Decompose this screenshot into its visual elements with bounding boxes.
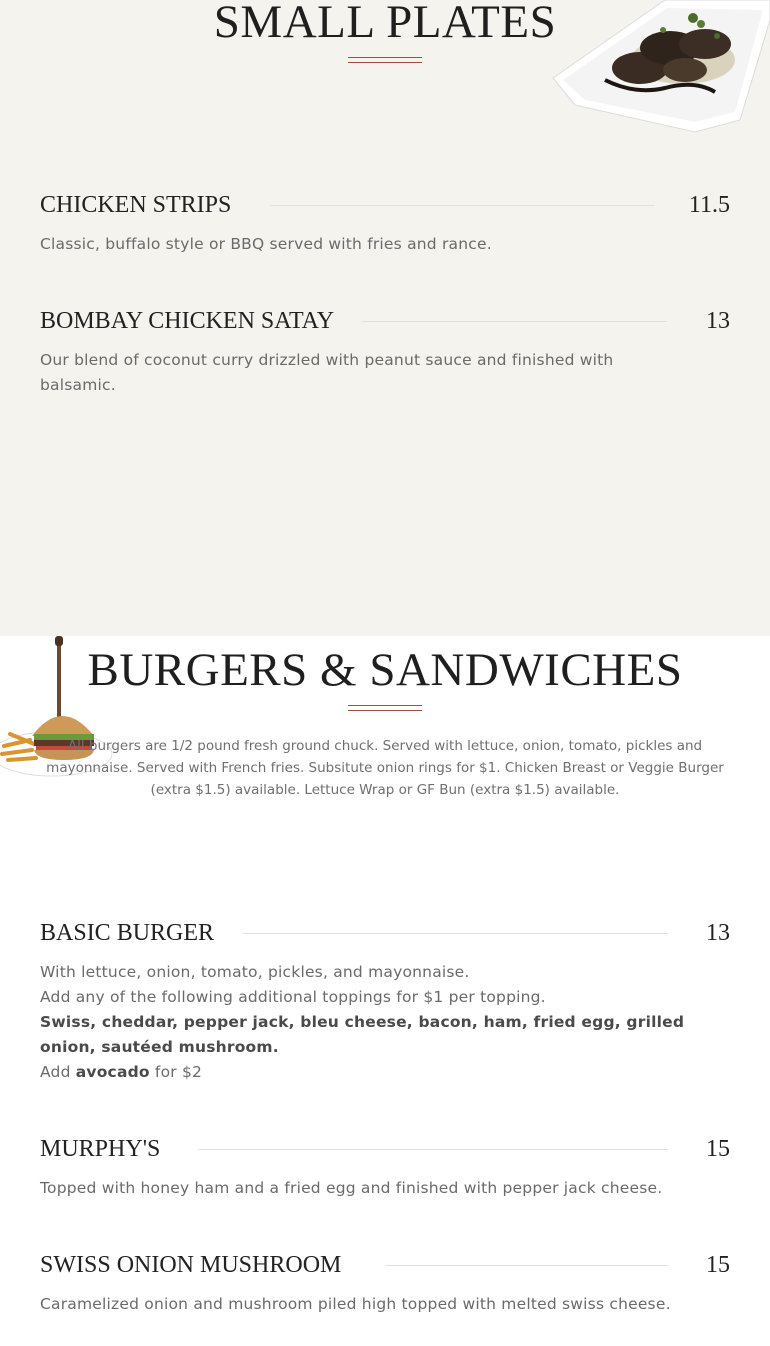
dotted-leader-line — [362, 321, 667, 322]
burgers-section — [0, 636, 770, 1346]
add-on-item: avocado — [75, 1063, 150, 1081]
menu-item-name: BOMBAY CHICKEN SATAY — [40, 308, 335, 334]
page-title-small-plates: SMALL PLATES — [213, 0, 557, 48]
menu-item-description: Caramelized onion and mushroom piled high topped with melted swiss cheese. — [40, 1295, 671, 1313]
menu-item-name: CHICKEN STRIPS — [40, 192, 232, 218]
small-plates-section — [0, 0, 770, 636]
dotted-leader-line — [385, 1265, 668, 1266]
menu-item-description: Classic, buffalo style or BBQ served with fries and rance. — [40, 235, 492, 253]
title-divider — [348, 705, 422, 711]
menu-item-name: BASIC BURGER — [40, 920, 215, 946]
section-intro-text: All burgers are 1/2 pound fresh ground chuck. Served with lettuce, onion, tomato, pickles and mayonnaise. Served with French fries. Subsitute onion rings for $1. Chicken Breast or Veggie Burger (extra $1.5) available. Lettuce Wrap or GF Bun (extra $1.5) available. — [46, 738, 724, 798]
menu-item-description: Our blend of coconut curry drizzled with peanut sauce and finished with balsamic. — [40, 351, 614, 394]
add-on-suffix: for $2 — [154, 1063, 203, 1081]
dotted-leader-line — [270, 205, 655, 206]
description-line: With lettuce, onion, tomato, pickles, and mayonnaise. — [40, 963, 470, 981]
menu-item-header — [40, 305, 730, 337]
toppings-list — [40, 1010, 690, 1060]
menu-item-price: 15 — [706, 1252, 730, 1278]
menu-item-description — [40, 960, 690, 1085]
toppings-text: Swiss, cheddar, pepper jack, bleu cheese, bacon, ham, fried egg, grilled onion, sautéed mushroom. — [40, 1013, 685, 1056]
menu-item-name: SWISS ONION MUSHROOM — [40, 1252, 342, 1278]
dotted-leader-line — [198, 1149, 668, 1150]
title-divider — [348, 57, 422, 63]
menu-item-price: 13 — [706, 920, 730, 946]
add-on-line — [40, 1060, 690, 1085]
menu-item-header — [40, 1133, 730, 1165]
menu-item-description: Topped with honey ham and a fried egg and finished with pepper jack cheese. — [40, 1179, 663, 1197]
menu-item-header — [40, 917, 730, 949]
menu-item-price: 11.5 — [688, 192, 730, 218]
description-line: Add any of the following additional toppings for $1 per topping. — [40, 988, 546, 1006]
dotted-leader-line — [243, 933, 668, 934]
add-on-prefix: Add — [40, 1063, 71, 1081]
menu-item-header — [40, 189, 730, 221]
menu-item-price: 13 — [706, 308, 730, 334]
page-title-burgers: BURGERS & SANDWICHES — [87, 644, 683, 696]
menu-item-header — [40, 1249, 730, 1281]
menu-item-name: MURPHY'S — [40, 1136, 161, 1162]
menu-item-price: 15 — [706, 1136, 730, 1162]
